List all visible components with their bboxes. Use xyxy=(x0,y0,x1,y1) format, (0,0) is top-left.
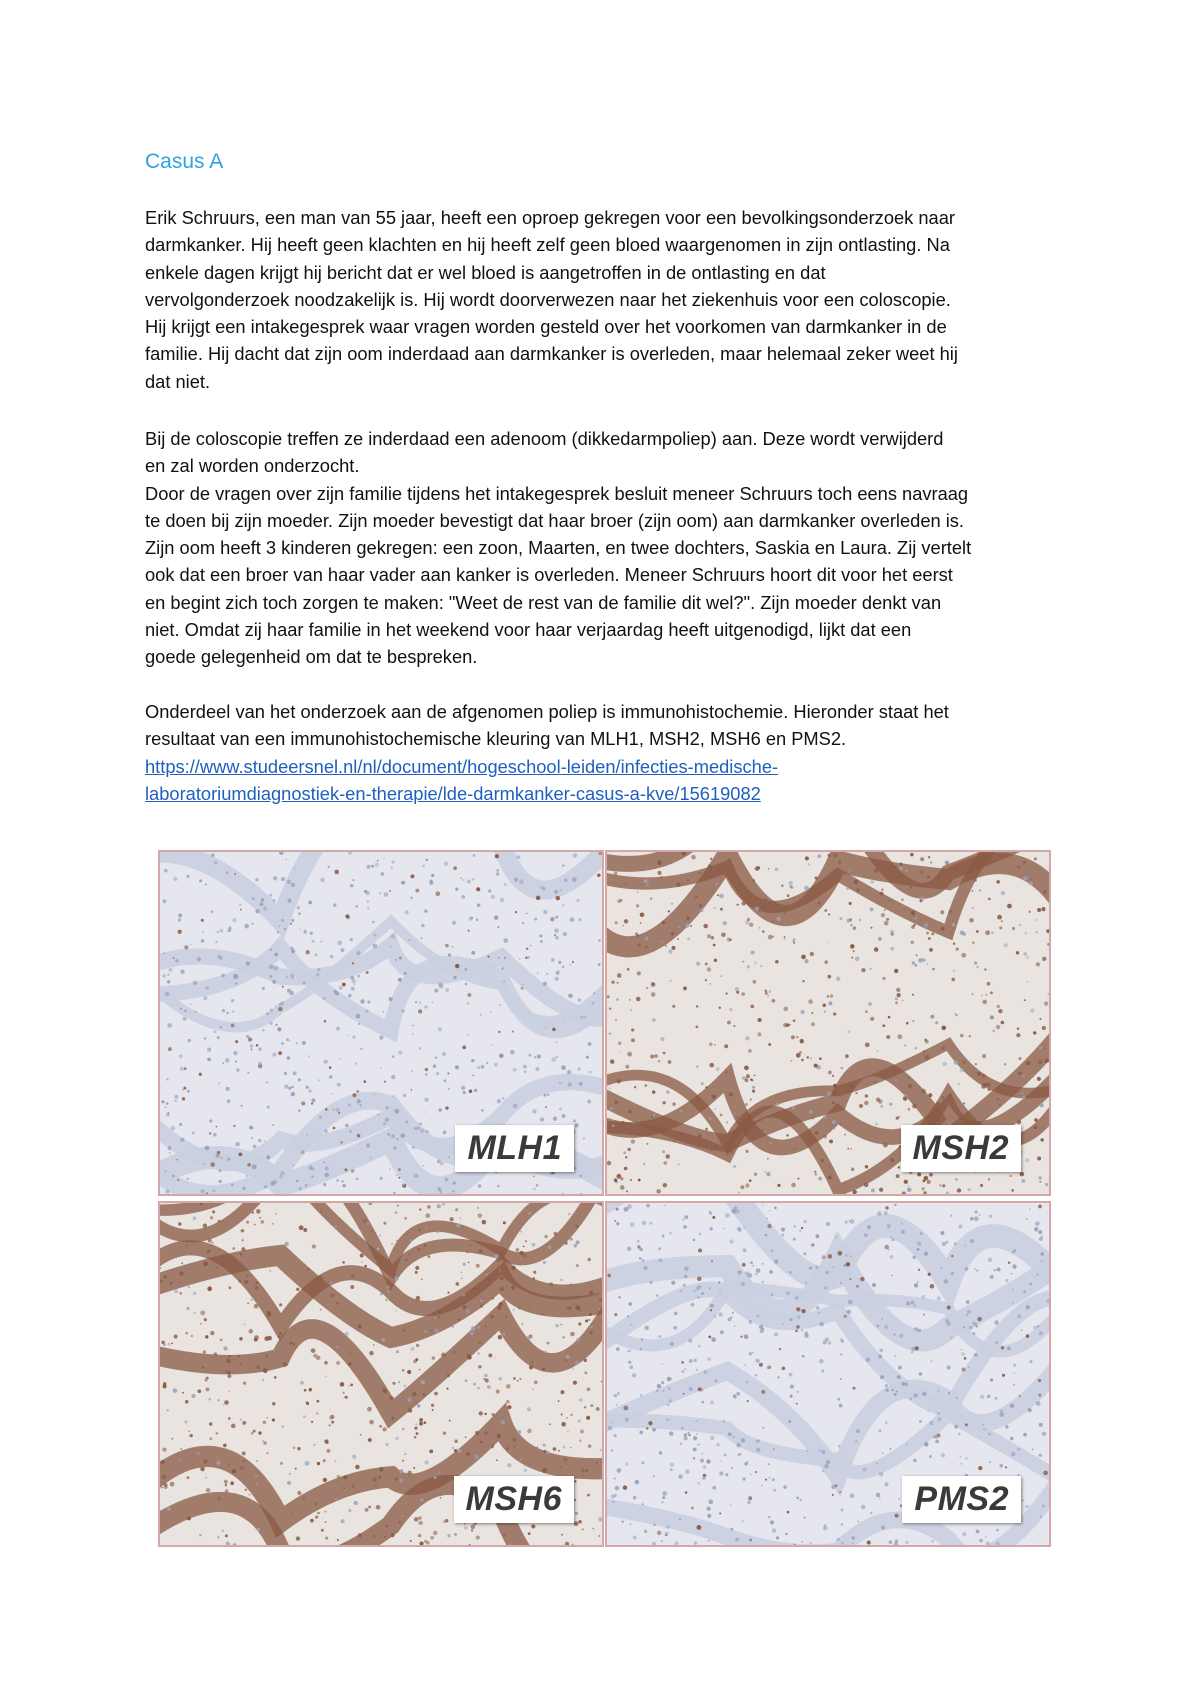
text-line: Onderdeel van het onderzoek aan de afgenomen poliep is immunohistochemie. Hieronder staat het xyxy=(145,701,949,722)
text-line: te doen bij zijn moeder. Zijn moeder bevestigt dat haar broer (zijn oom) aan darmkanker overleden is. xyxy=(145,509,965,531)
text-line: Bij de coloscopie treffen ze inderdaad een adenoom (dikkedarmpoliep) aan. Deze wordt verwijderd xyxy=(145,428,944,449)
text-line: en begint zich toch zorgen te maken: "Weet de rest van de familie dit wel?". Zijn moeder denkt van xyxy=(145,591,942,613)
panel-label-pms2: PMS2 xyxy=(902,1476,1021,1523)
text-line: enkele dagen krijgt hij bericht dat er wel bloed is aangetroffen in de ontlasting en dat xyxy=(145,261,826,283)
text-line: Zijn oom heeft 3 kinderen gekregen: een zoon, Maarten, en twee dochters, Saskia en Laura. Zij vertelt xyxy=(145,537,972,559)
text-line: Door de vragen over zijn familie tijdens het intakegesprek besluit meneer Schruurs toch eens navraag xyxy=(145,482,969,504)
case-paragraph-1 xyxy=(145,204,1065,395)
text-line: familie. Hij dacht dat zijn oom inderdaad aan darmkanker is overleden, maar helemaal zeker weet hij xyxy=(145,343,958,365)
text-line: resultaat van een immunohistochemische kleuring van MLH1, MSH2, MSH6 en PMS2. xyxy=(145,728,847,750)
ihc-panel-pms2 xyxy=(605,1201,1051,1547)
ihc-panel-msh6 xyxy=(158,1201,604,1547)
text-line: darmkanker. Hij heeft geen klachten en hij heeft zelf geen bloed waargenomen in zijn ontlasting. Na xyxy=(145,234,950,256)
panel-label-msh2: MSH2 xyxy=(901,1125,1021,1172)
panel-label-mlh1: MLH1 xyxy=(455,1125,574,1172)
text-line: en zal worden onderzocht. xyxy=(145,455,360,477)
text-line: dat niet. xyxy=(145,370,211,392)
source-link-part-2[interactable]: laboratoriumdiagnostiek-en-therapie/lde-darmkanker-casus-a-kve/15619082 xyxy=(145,782,761,804)
ihc-figure xyxy=(158,850,1051,1547)
ihc-panel-mlh1 xyxy=(158,850,604,1196)
source-link-part-1[interactable]: https://www.studeersnel.nl/nl/document/hogeschool-leiden/infecties-medische- xyxy=(145,755,779,777)
text-line: goede gelegenheid om dat te bespreken. xyxy=(145,646,478,668)
text-line: ook dat een broer van haar vader aan kanker is overleden. Meneer Schruurs hoort dit voor het eerst xyxy=(145,564,953,586)
panel-label-msh6: MSH6 xyxy=(454,1476,574,1523)
case-heading: Casus A xyxy=(145,150,224,173)
ihc-panel-msh2 xyxy=(605,850,1051,1196)
case-paragraph-2 xyxy=(145,425,1065,671)
case-paragraph-3 xyxy=(145,698,1065,807)
text-line: vervolgonderzoek noodzakelijk is. Hij wordt doorverwezen naar het ziekenhuis voor een coloscopie. xyxy=(145,288,951,310)
text-line: Hij krijgt een intakegesprek waar vragen worden gesteld over het voorkomen van darmkanker in de xyxy=(145,316,947,338)
text-line: niet. Omdat zij haar familie in het weekend voor haar verjaardag heeft uitgenodigd, lijkt dat een xyxy=(145,619,912,641)
text-line: Erik Schruurs, een man van 55 jaar, heeft een oproep gekregen voor een bevolkingsonderzoek naar xyxy=(145,207,955,228)
